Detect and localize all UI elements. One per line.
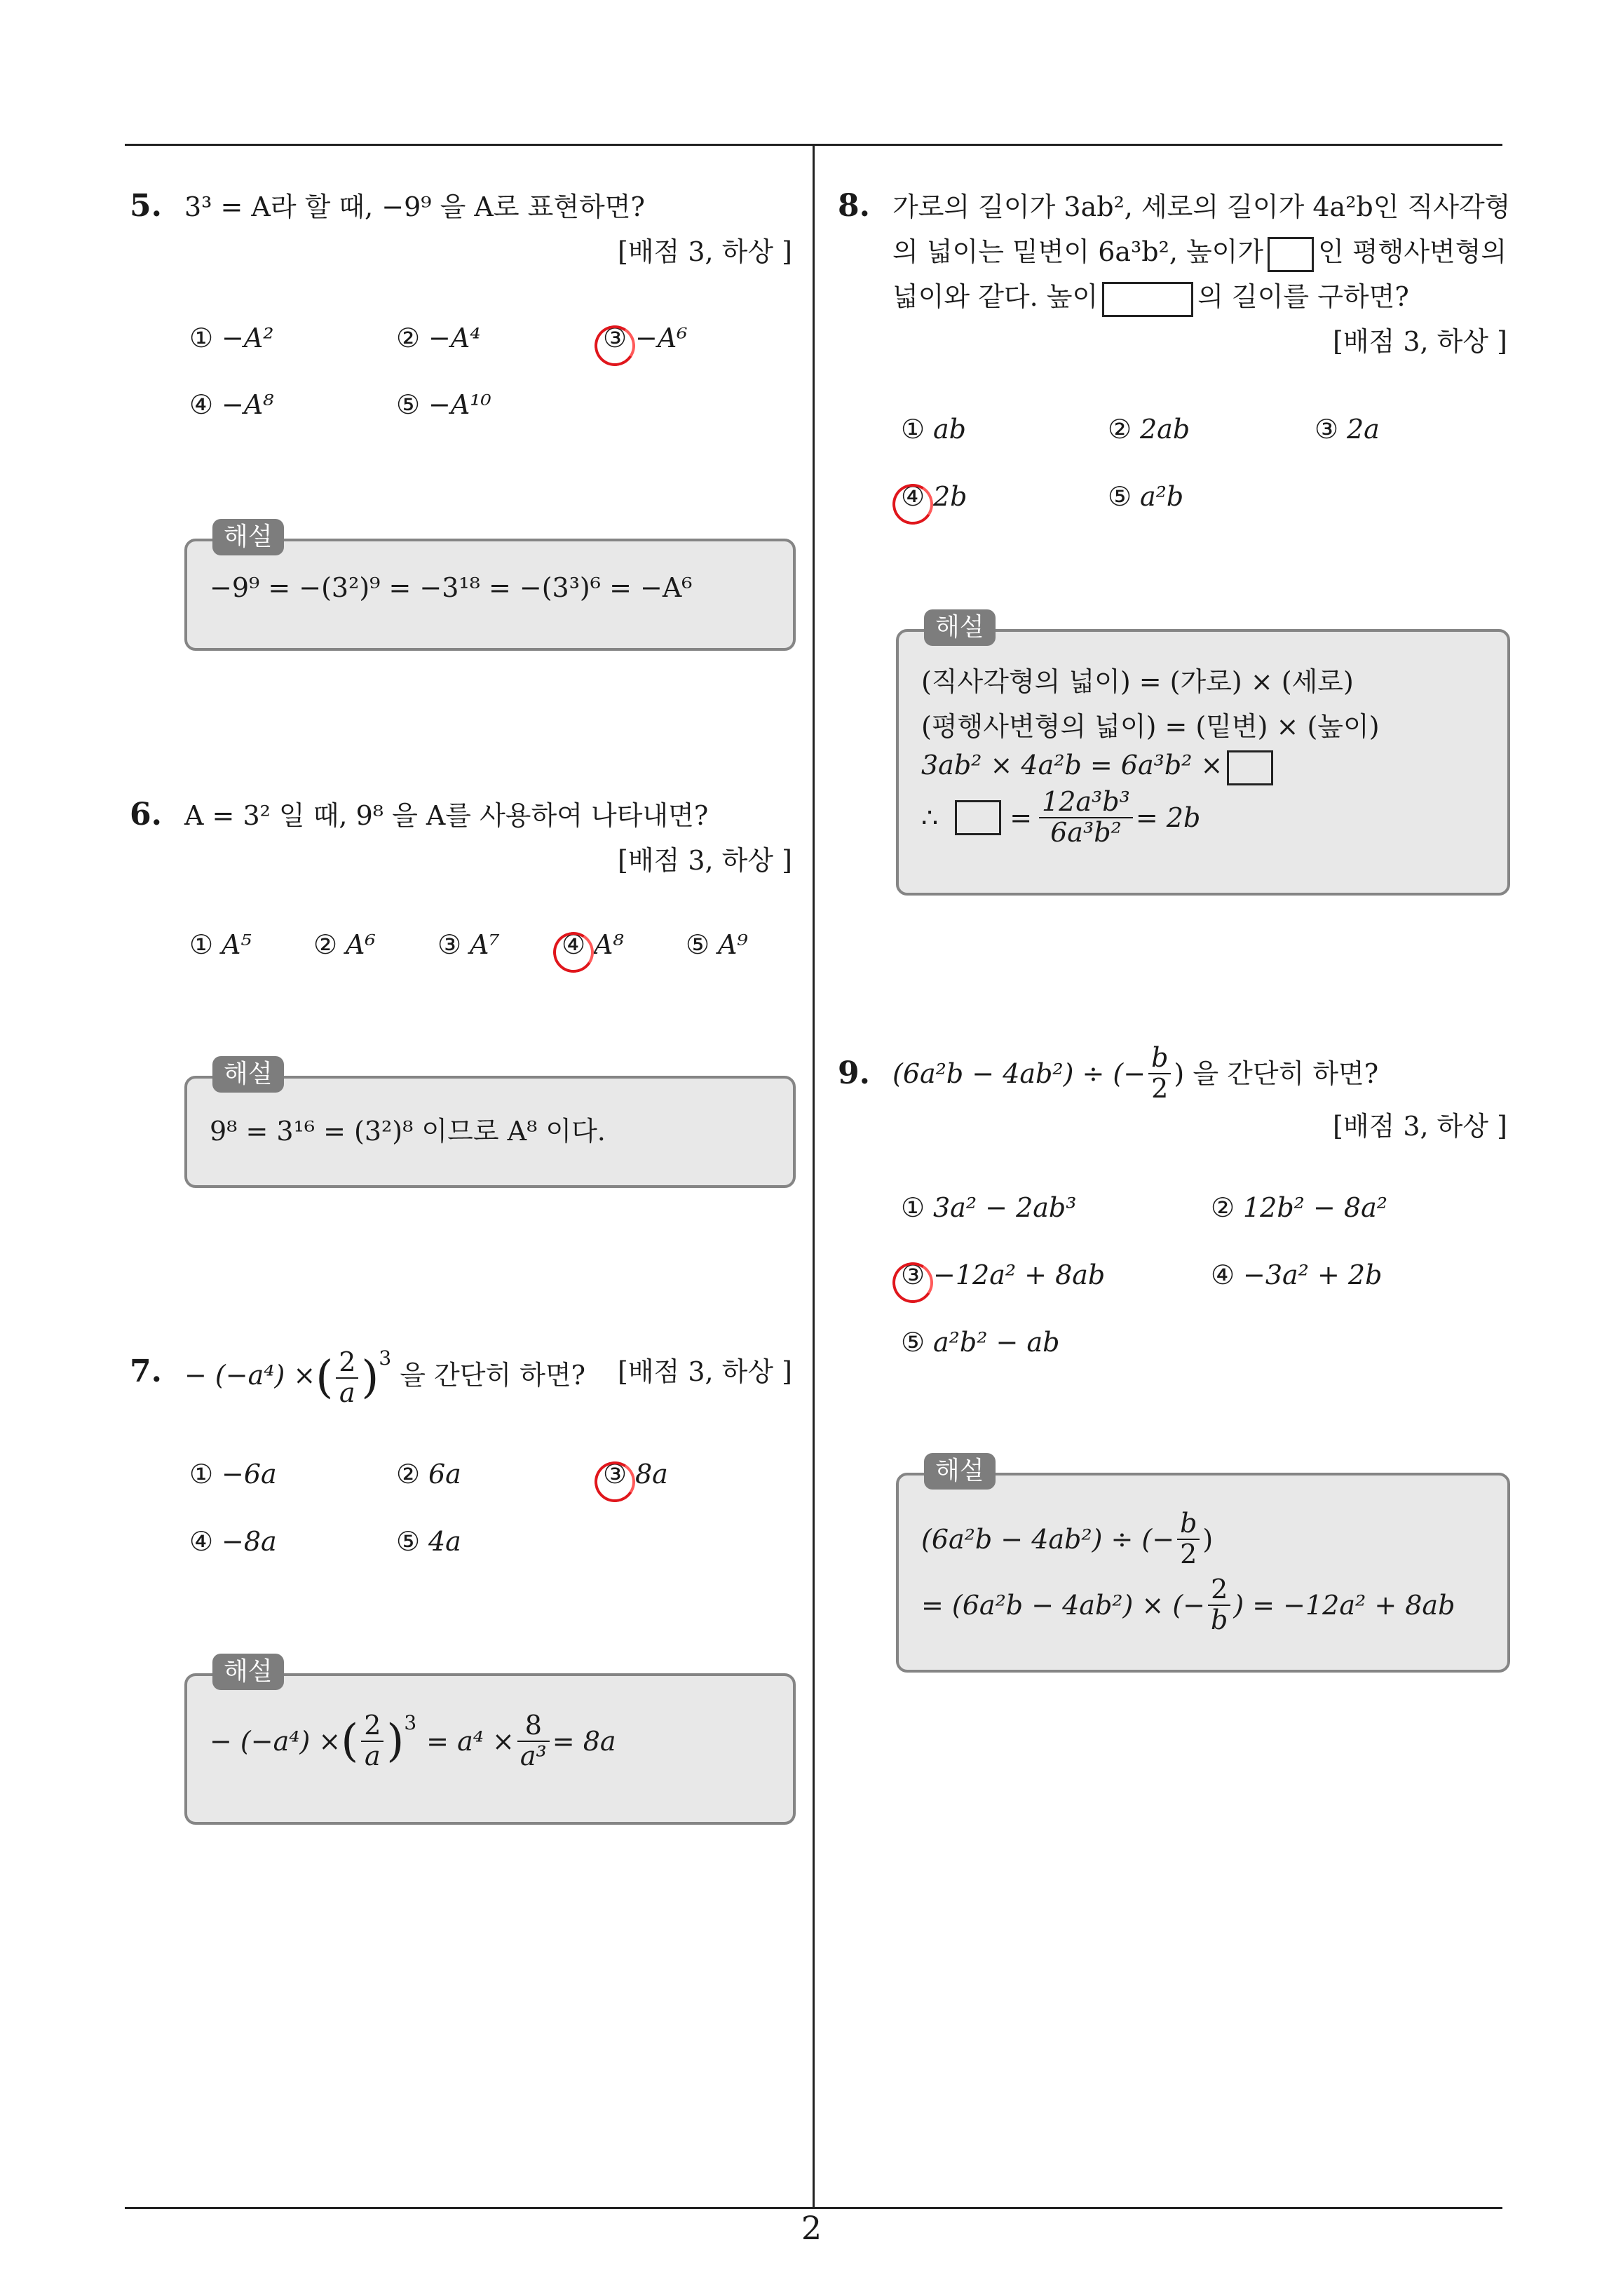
solution-box-q5	[184, 522, 796, 651]
answer-circle-icon	[889, 1259, 937, 1307]
solution-line: = (6a²b − 4ab²) × (− $\frac{2}{b}$ ) = −12a² + 8ab	[921, 1574, 1455, 1635]
solution-tag: 해설	[212, 1654, 284, 1690]
blank-box	[1268, 237, 1314, 272]
question-text: 3³ = A라 할 때, −9⁹ 을 A로 표현하면?	[184, 191, 645, 222]
question-number: 8.	[838, 188, 870, 224]
choice-3[interactable]: ③ 8a	[603, 1459, 668, 1490]
question-number: 5.	[130, 188, 162, 224]
question-5	[130, 184, 792, 274]
solution-line: (6a²b − 4ab²) ÷ (− $\frac{b}{2}$ )	[921, 1508, 1214, 1569]
question-7	[130, 1336, 792, 1407]
solution-line: 9⁸ = 3¹⁶ = (3²)⁸ 이므로 A⁸ 이다.	[210, 1116, 606, 1147]
question-number: 9.	[838, 1055, 870, 1091]
choice-5[interactable]: ⑤ A⁹	[686, 929, 748, 960]
choice-3[interactable]: ③ −A⁶	[603, 323, 688, 353]
choice-5[interactable]: ⑤ 4a	[396, 1526, 461, 1557]
points-label: [배점 3, 하상 ]	[618, 1356, 792, 1388]
points-label: [배점 3, 하상 ]	[618, 845, 792, 876]
choice-5[interactable]: ⑤ a²b	[1108, 481, 1184, 512]
choice-4[interactable]: ④ −A⁸	[189, 389, 274, 420]
answer-circle-icon	[889, 480, 937, 529]
choice-1[interactable]: ① A⁵	[189, 929, 252, 960]
choice-5[interactable]: ⑤ a²b² − ab	[901, 1327, 1060, 1358]
solution-box-q9	[896, 1457, 1510, 1673]
choices-q9	[901, 1192, 1504, 1360]
question-9	[838, 1044, 1507, 1149]
solution-tag: 해설	[212, 519, 284, 555]
choices-q6	[189, 929, 792, 971]
choice-2[interactable]: ② 2ab	[1108, 414, 1190, 445]
points-label: [배점 3, 하상 ]	[1333, 326, 1507, 357]
question-text-line1: 가로의 길이가 3ab², 세로의 길이가 4a²b인 직사각형	[892, 191, 1511, 222]
solution-line: ∴ = $\frac{\text{12a³b³}}{\text{6a³b²}}$ = 2b	[921, 786, 1201, 848]
points-label: [배점 3, 하상 ]	[618, 236, 792, 267]
choice-5[interactable]: ⑤ −A¹⁰	[396, 389, 491, 420]
fraction: $\frac{2}{a}$	[336, 1348, 358, 1408]
question-text-line3: 넓이와 같다. 높이 의 길이를 구하면?	[838, 274, 1507, 319]
choice-1[interactable]: ① −A²	[189, 323, 274, 353]
solution-line: −9⁹ = −(3²)⁹ = −3¹⁸ = −(3³)⁶ = −A⁶	[210, 572, 693, 603]
solution-line: (평행사변형의 넓이) = (밑변) × (높이)	[921, 711, 1380, 742]
answer-circle-icon	[591, 322, 639, 370]
answer-circle-icon	[591, 1458, 639, 1506]
choice-2[interactable]: ② 12b² − 8a²	[1211, 1192, 1387, 1223]
choice-3[interactable]: ③ A⁷	[437, 929, 500, 960]
answer-circle-icon	[550, 928, 598, 977]
question-8	[838, 184, 1511, 364]
choice-2[interactable]: ② A⁶	[313, 929, 376, 960]
solution-line: (직사각형의 넓이) = (가로) × (세로)	[921, 666, 1354, 697]
solution-tag: 해설	[924, 609, 996, 646]
choice-4[interactable]: ④ −8a	[189, 1526, 277, 1557]
choice-1[interactable]: ① −6a	[189, 1459, 277, 1490]
choice-4[interactable]: ④ 2b	[901, 481, 967, 512]
question-text-line2: 의 넓이는 밑변이 6a³b², 높이가 인 평행사변형의	[838, 229, 1507, 274]
question-number: 7.	[130, 1353, 162, 1390]
column-divider	[813, 144, 815, 2209]
question-text: − (−a⁴) ×( $\frac{2}{a}$ )$^3$ 을 간단히 하면?	[184, 1346, 586, 1408]
choice-1[interactable]: ① ab	[901, 414, 966, 445]
choice-1[interactable]: ① 3a² − 2ab³	[901, 1192, 1077, 1223]
question-text: (6a²b − 4ab²) ÷ (− $\frac{b}{2}$ ) 을 간단히 하면?	[892, 1042, 1379, 1104]
choices-q7	[189, 1459, 792, 1557]
choices-q5	[189, 323, 792, 421]
choice-4[interactable]: ④ −3a² + 2b	[1211, 1260, 1383, 1290]
blank-box	[955, 800, 1001, 835]
page-number: 2	[801, 2209, 822, 2247]
choice-2[interactable]: ② 6a	[396, 1459, 461, 1490]
solution-tag: 해설	[924, 1453, 996, 1490]
blank-box	[1102, 282, 1193, 317]
solution-box-q8	[896, 613, 1510, 896]
solution-box-q7	[184, 1657, 796, 1825]
solution-line: 3ab² × 4a²b = 6a³b² ×	[921, 750, 1277, 785]
choice-2[interactable]: ② −A⁴	[396, 323, 481, 353]
solution-line: − (−a⁴) × ( $\frac{2}{a}$ ) $^3$ = a⁴ × $\frac{8}{\text{a³}}$ = 8a	[210, 1710, 616, 1771]
choice-3[interactable]: ③ 2a	[1315, 414, 1380, 445]
blank-box	[1227, 750, 1273, 785]
choices-q8	[901, 414, 1504, 512]
choice-4[interactable]: ④ A⁸	[562, 929, 624, 960]
choice-3[interactable]: ③ −12a² + 8ab	[901, 1260, 1105, 1290]
question-6	[130, 792, 792, 883]
solution-box-q6	[184, 1060, 796, 1188]
solution-tag: 해설	[212, 1056, 284, 1093]
question-number: 6.	[130, 797, 162, 832]
points-label: [배점 3, 하상 ]	[1333, 1110, 1507, 1142]
question-text: A = 3² 일 때, 9⁸ 을 A를 사용하여 나타내면?	[184, 800, 709, 831]
